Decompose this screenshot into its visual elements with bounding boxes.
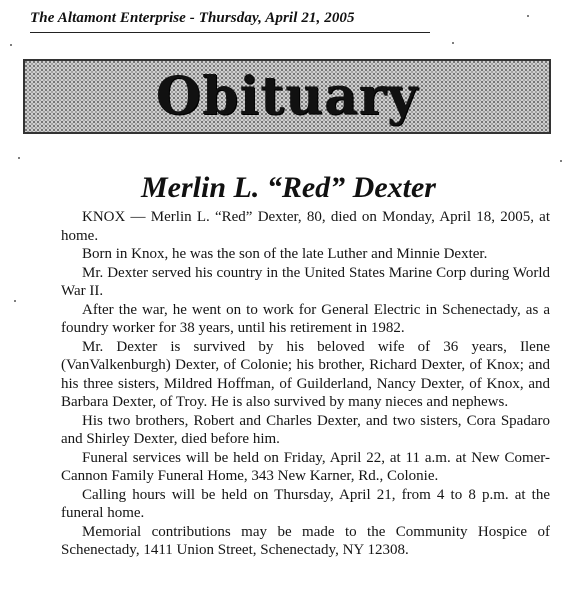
scan-speck [14,300,16,302]
paragraph: Calling hours will be held on Thursday, April 21, from 4 to 8 p.m. at the funeral home. [61,486,550,521]
masthead-text: The Altamont Enterprise - Thursday, April 21, 2005 [30,10,355,26]
obituary-body [61,208,550,560]
scan-speck [527,15,529,17]
paragraph: Funeral services will be held on Friday, April 22, at 11 a.m. at New Comer-Cannon Family Funeral Home, 343 New Karner, Rd., Colonie. [61,449,550,484]
paragraph: Memorial contributions may be made to the Community Hospice of Schenectady, 1411 Union Street, Schenectady, NY 12308. [61,523,550,558]
scan-speck [18,157,20,159]
paragraph: Mr. Dexter served his country in the United States Marine Corp during World War II. [61,264,550,299]
paragraph: Born in Knox, he was the son of the late Luther and Minnie Dexter. [82,246,488,262]
obituary-headline: Merlin L. “Red” Dexter [141,171,436,204]
newspaper-masthead [30,10,510,27]
masthead-rule [30,32,430,33]
scan-speck [452,42,454,44]
section-title: Obituary [155,66,419,127]
section-banner [23,59,551,134]
paragraph: KNOX — Merlin L. “Red” Dexter, 80, died on Monday, April 18, 2005, at home. [61,209,550,244]
scan-speck [10,44,12,46]
paragraph: Mr. Dexter is survived by his beloved wife of 36 years, Ilene (VanValkenburgh) Dexter, of Colonie; his brother, Richard Dexter, of Knox; and his three sisters, Mildred Hoffman, of Guilderland, Nancy Dexter, of Knox, and Barbara Dexter, of Troy. He is also survived by many nieces and nephews. [61,338,550,410]
paragraph: After the war, he went on to work for General Electric in Schenectady, as a foundry worker for 38 years, until his retirement in 1982. [61,301,550,336]
paragraph: His two brothers, Robert and Charles Dexter, and two sisters, Cora Spadaro and Shirley Dexter, died before him. [61,412,550,447]
scan-speck [560,160,562,162]
